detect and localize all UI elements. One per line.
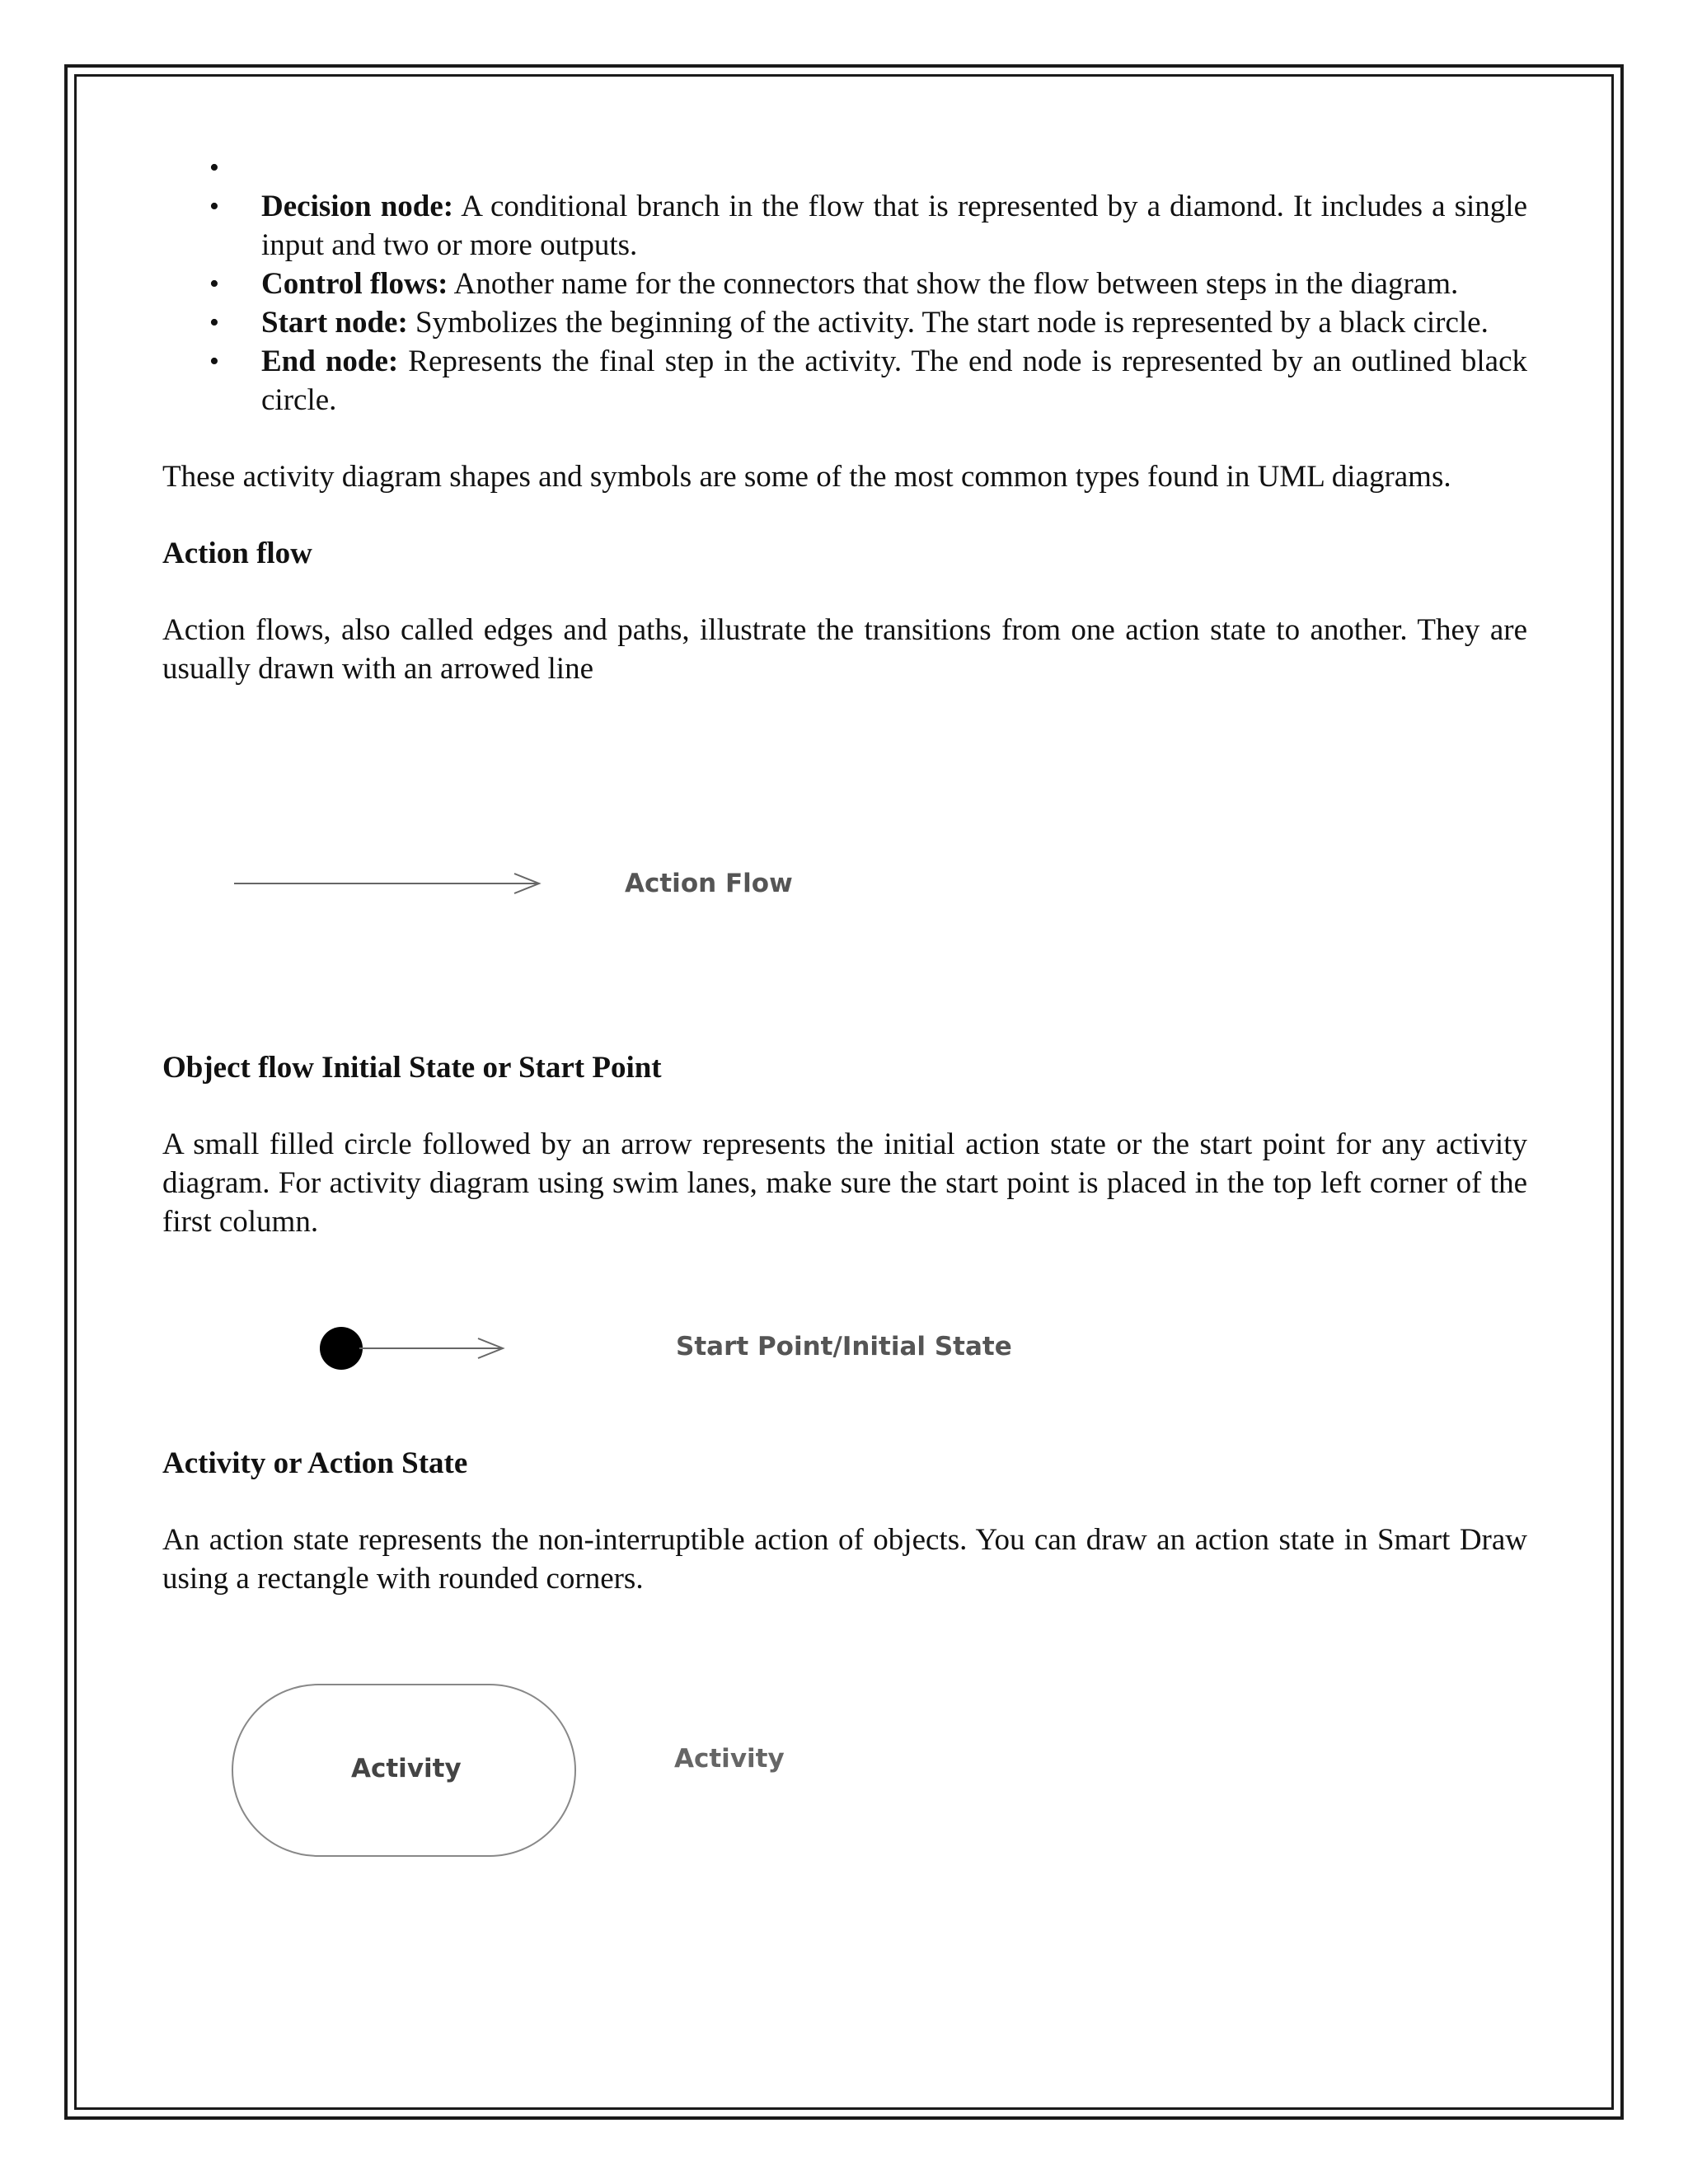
- body-activity-state: An action state represents the non-interruptible action of objects. You can draw an action state in Smart Draw using a rectangle with rounded corners.: [162, 1523, 1527, 1596]
- term-end-node: End node:: [261, 344, 399, 378]
- desc-end-node: Represents the final step in the activity. The end node is represented by an outlined black circle.: [261, 344, 1528, 417]
- body-action-flow: Action flows, also called edges and paths, illustrate the transitions from one action state to another. They are usually drawn with an arrowed line: [162, 613, 1527, 686]
- list-item-decision-node: [162, 187, 1527, 265]
- term-start-node: Start node:: [261, 306, 408, 340]
- activity-label: Activity: [674, 1744, 785, 1774]
- list-item-empty: [162, 148, 1527, 187]
- heading-activity-state: Activity or Action State: [162, 1446, 468, 1480]
- list-item-control-flows: [162, 265, 1527, 303]
- desc-start-node: Symbolizes the beginning of the activity. The start node is represented by a black circle.: [407, 306, 1489, 340]
- document-body-3: [162, 1444, 1527, 1598]
- heading-object-flow: Object flow Initial State or Start Point: [162, 1051, 662, 1085]
- activity-figure: [231, 1681, 808, 1863]
- activity-shape-label: Activity: [351, 1754, 462, 1783]
- document-body: [162, 148, 1527, 688]
- term-decision-node: Decision node:: [261, 190, 454, 223]
- document-body-2: [162, 1048, 1527, 1241]
- desc-decision-node: A conditional branch in the flow that is represented by a diamond. It includes a single input and two or more outputs.: [261, 190, 1528, 262]
- list-item-start-node: [162, 303, 1527, 342]
- term-control-flows: Control flows:: [261, 267, 448, 301]
- action-flow-figure: [231, 857, 857, 915]
- body-object-flow: A small filled circle followed by an arrow represents the initial action state or the start point for any activity diagram. For activity diagram using swim lanes, make sure the start point is placed in the top left corner of the first column.: [162, 1127, 1527, 1239]
- symbol-list: [162, 148, 1527, 419]
- list-item-end-node: [162, 342, 1527, 419]
- action-flow-arrow-icon: [231, 857, 560, 915]
- start-point-figure: [313, 1319, 1039, 1376]
- action-flow-label: Action Flow: [625, 869, 793, 898]
- start-point-arrow-icon: [313, 1319, 511, 1376]
- start-point-label: Start Point/Initial State: [676, 1332, 1012, 1361]
- desc-control-flows: Another name for the connectors that show the flow between steps in the diagram.: [448, 267, 1459, 301]
- heading-action-flow: Action flow: [162, 537, 312, 570]
- intro-paragraph: These activity diagram shapes and symbols are some of the most common types found in UML diagrams.: [162, 460, 1451, 494]
